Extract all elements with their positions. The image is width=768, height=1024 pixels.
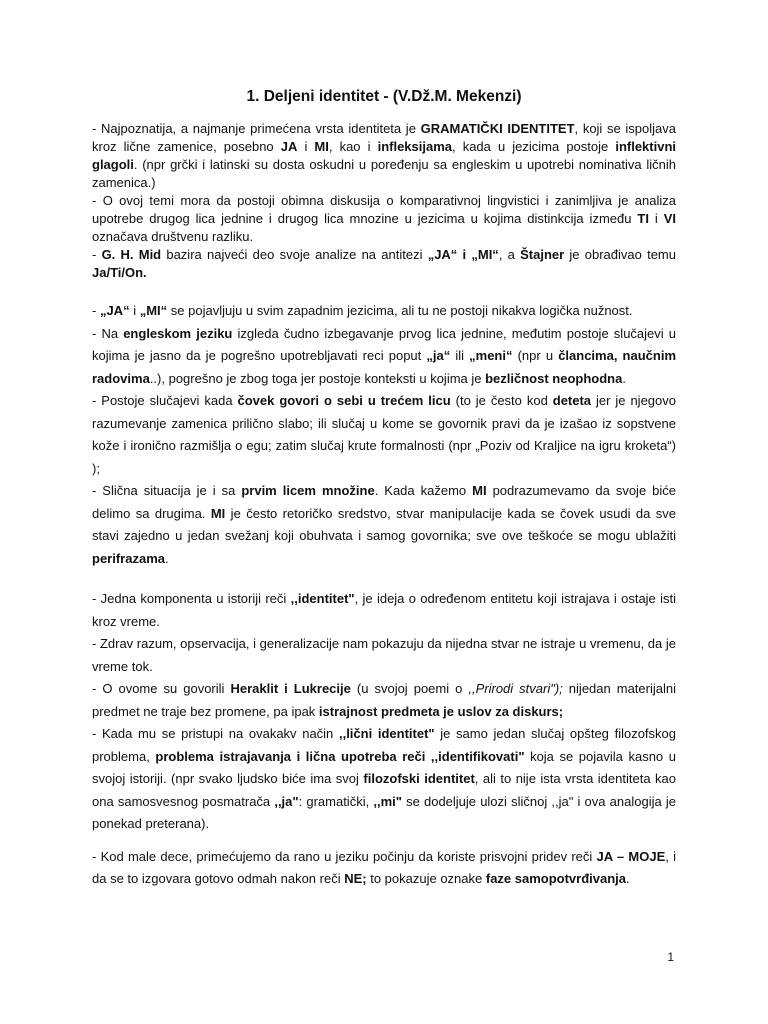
text-run: , koji se ispoljava kroz lične zamenice, posebno (92, 121, 676, 154)
bold-text: ,,lični identitet" (338, 726, 435, 741)
paragraph (92, 480, 676, 570)
text-run: se dodeljuje ulozi sličnoj ,,ja" i ova analogija je ponekad preterana). (92, 793, 677, 831)
document-title: 1. Deljeni identitet - (V.Dž.M. Mekenzi) (246, 88, 522, 105)
text-run: jer je njegovo razumevanje zamenica prilično slabo; ili slučaj u kome se govornik pravi da je izašao iz sopstvene kože i ironično razmišlja o egu; zatim slučaj krute formalnosti (npr „Poziv od Kraljice na igru kroketa“) ); (92, 393, 676, 476)
text-run: ili (450, 348, 470, 363)
text-run: - O ovoj temi mora da postoji obimna diskusija o komparativnoj lingvistici i zanimljiva je analiza upotrebe drugog lica jednine i drugog lica mnozine u jezicima u kojima distinkcija između (92, 193, 676, 226)
text-run: bazira najveći deo svoje analize na antitezi (161, 247, 428, 262)
bold-text: člancima, naučnim radovima (92, 348, 677, 386)
paragraph (92, 246, 676, 282)
paragraph (92, 300, 676, 323)
paragraph (92, 390, 676, 480)
text-run: je samo jedan slučaj opšteg filozofskog problema, (92, 726, 677, 764)
text-run: : gramatički, (298, 793, 374, 809)
bold-text: istrajnost predmeta je uslov za diskurs; (318, 703, 564, 719)
text-run: koja se pojavila kasno u svojoj istoriji. (npr svako ljudsko biće ima svoj (92, 748, 676, 786)
bold-text: engleskom jeziku (123, 325, 233, 341)
bold-text: „JA“ i „MI“ (427, 247, 499, 262)
text-run: je često retoričko sredstvo, stvar manipulacije kada se čovek usudi da sve stavi zajedno u jedan svežanj koji obuhvata i samog govornika; sve ove teškoće se mogu ublažiti (92, 505, 676, 543)
section-2 (92, 300, 676, 570)
page-number: 1 (667, 950, 674, 964)
paragraph (92, 192, 676, 246)
bold-text: „ja“ (426, 348, 451, 363)
text-run: , je ideja o određenom entitetu koji istrajava i ostaje isti kroz vreme. (92, 591, 676, 629)
text-run: i (129, 303, 140, 318)
text-run: (to je često kod (450, 393, 553, 408)
bold-text: perifrazama (92, 550, 165, 566)
text-run: ..), pogrešno je zbog toga jer postoje konteksti u kojima je (149, 370, 486, 386)
paragraph (92, 723, 676, 836)
text-run: . (622, 370, 626, 386)
bold-text: MI (210, 505, 226, 521)
bold-text: Heraklit i Lukrecije (230, 681, 351, 696)
section-3 (92, 588, 676, 836)
bold-text: MI (472, 483, 487, 498)
bold-text: čovek govori o sebi u trećem licu (237, 393, 451, 408)
text-run: (u svojoj poemi o (350, 681, 469, 696)
text-run: - O ovome su govorili (92, 681, 231, 696)
text-run: podrazumevamo da svoje biće delimo sa drugima. (92, 483, 677, 521)
text-run: nijedan materijalni predmet ne traje bez promene, pa ipak (92, 681, 676, 719)
text-run: , a (498, 247, 521, 262)
paragraph (92, 588, 676, 633)
text-run: , kao i (328, 139, 378, 154)
text-run: - Postoje slučajevi kada (92, 393, 238, 408)
bold-text: NE; (344, 871, 367, 886)
text-run: i (297, 139, 315, 154)
bold-text: GRAMATIČKI IDENTITET (420, 121, 575, 136)
bold-text: inflektivni glagoli (92, 139, 677, 172)
text-run: , kada u jezicima postoje (452, 139, 616, 154)
bold-text: Štajner (520, 247, 565, 262)
bold-text: ,,mi" (373, 793, 402, 809)
text-run: . Kada kažemo (374, 483, 473, 498)
paragraph (92, 846, 676, 891)
bold-text: ,,ja" (274, 793, 299, 809)
text-run: , i da se to izgovara gotovo odmah nakon reči (92, 848, 676, 886)
text-run: i (648, 211, 664, 226)
text-run: - Kada mu se pristupi na ovakakv način (92, 726, 339, 741)
paragraph (92, 120, 676, 192)
bold-text: deteta (552, 393, 592, 408)
section-1 (92, 120, 676, 282)
bold-text: Ja/Ti/On. (92, 265, 147, 280)
text-run: . (164, 550, 169, 566)
text-run: (npr u (512, 348, 559, 363)
section-4 (92, 846, 676, 891)
text-run: označava društvenu razliku. (92, 229, 254, 244)
bold-text: G. H. Mid (101, 247, 162, 262)
text-run: - Zdrav razum, opservacija, i generalizacije nam pokazuju da nijedna stvar ne istraje u vremenu, da je vreme tok. (92, 636, 676, 674)
bold-text: „JA“ (99, 303, 130, 318)
text-run: - Na (92, 325, 124, 341)
bold-text: infleksijama (377, 139, 453, 154)
italic-text: ,,Prirodi stvari"); (468, 681, 563, 696)
bold-text: prvim licem množine (241, 483, 375, 498)
bold-text: JA (280, 139, 298, 154)
text-run: , ali to nije ista vrsta identiteta kao ona samosvesnog posmatrača (92, 771, 676, 809)
bold-text: MI (314, 139, 329, 154)
text-run: izgleda čudno izbegavanje prvog lica jednine, međutim postoje slučajevi u kojima je jasno da je pogrešno upotrebljavati reci poput (92, 325, 677, 363)
bold-text: „MI“ (139, 303, 168, 318)
text-run: - Jedna komponenta u istoriji reči (92, 591, 291, 606)
text-run: - (92, 303, 100, 318)
document-page (92, 88, 676, 891)
bold-text: „meni“ (469, 348, 513, 363)
bold-text: ,,identitet" (290, 591, 355, 606)
bold-text: TI (637, 211, 649, 226)
text-run: - Najpoznatija, a najmanje primećena vrsta identiteta je (92, 121, 421, 136)
bold-text: VI (663, 211, 676, 226)
bold-text: faze samopotvrđivanja (485, 871, 627, 886)
paragraph (92, 323, 676, 391)
text-run: - Slična situacija je i sa (92, 483, 242, 498)
paragraph (92, 633, 676, 678)
text-run: se pojavljuju u svim zapadnim jezicima, ali tu ne postoji nikakva logička nužnost. (167, 303, 633, 318)
text-run: . (626, 871, 630, 886)
text-run: - Kod male dece, primećujemo da rano u jeziku počinju da koriste prisvojni pridev reči (92, 848, 597, 864)
bold-text: bezličnost neophodna (485, 370, 623, 386)
bold-text: JA – MOJE (596, 848, 666, 864)
text-run: . (npr grčki i latinski su dosta oskudni u poređenju sa engleskim u upotrebi nominativa ličnih zamenica.) (92, 157, 676, 190)
bold-text: problema istrajavanja i lična upotreba reči ,,identifikovati" (155, 748, 525, 764)
text-run: - (92, 247, 102, 262)
bold-text: filozofski identitet (363, 771, 475, 786)
text-run: to pokazuje oznake (366, 871, 486, 886)
paragraph (92, 678, 676, 723)
text-run: je obrađivao temu (564, 247, 676, 262)
